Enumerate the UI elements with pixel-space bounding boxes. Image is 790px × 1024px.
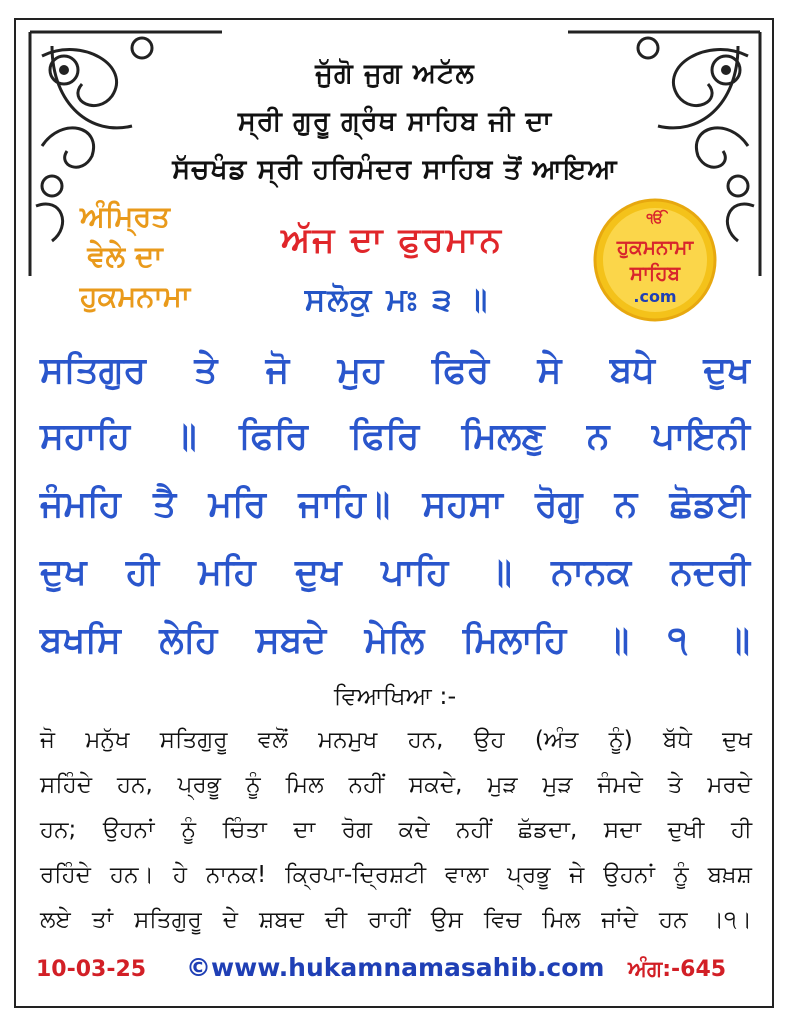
amrit-line-2: ਵੇਲੇ ਦਾ: [87, 239, 163, 273]
explanation-line: ਜੋ ਮਨੁੱਖ ਸਤਿਗੁਰੂ ਵਲੋਂ ਮਨਮੁਖ ਹਨ, ਉਹ (ਅੰਤ ਨੂੰ) ਬੱਧੇ ਦੁਖ: [40, 727, 752, 753]
vyakhya-label: ਵਿਆਖਿਆ :-: [333, 682, 457, 710]
gurbani-line: ਬਖਸਿ ਲੇਹਿ ਸਬਦੇ ਮੇਲਿ ਮਿਲਾਹਿ ॥ ੧ ॥: [40, 620, 750, 661]
explanation-line: ਰਹਿੰਦੇ ਹਨ। ਹੇ ਨਾਨਕ! ਕ੍ਰਿਪਾ-ਦ੍ਰਿਸ਼ਟੀ ਵਾਲਾ ਪ੍ਰਭੂ ਜੇ ਉਹਨਾਂ ਨੂੰ ਬਖ਼ਸ਼: [40, 862, 752, 888]
gurbani-line: ਸਹਾਹਿ ॥ ਫਿਰਿ ਫਿਰਿ ਮਿਲਣੁ ਨ ਪਾਇਨੀ: [40, 416, 750, 457]
gurbani-line: ਜੰਮਹਿ ਤੈ ਮਰਿ ਜਾਹਿ॥ ਸਹਸਾ ਰੋਗੁ ਨ ਛੋਡਈ: [40, 484, 750, 525]
logo-line-2: ਸਾਹਿਬ: [629, 261, 681, 285]
logo-ik-onkar: ੴ: [646, 211, 664, 227]
page-title: ਅੱਜ ਦਾ ਫੁਰਮਾਨ: [281, 220, 503, 260]
explanation-line: ਲਏ ਤਾਂ ਸਤਿਗੁਰੂ ਦੇ ਸ਼ਬਦ ਦੀ ਰਾਹੀਂ ਉਸ ਵਿਚ ਮਿਲ ਜਾਂਦੇ ਹਨ ।੧।: [40, 907, 752, 933]
hukamnama-sahib-logo: [590, 195, 720, 325]
logo-line-3: .com: [633, 287, 677, 306]
header-line-1: ਜੁੱਗੋ ਜੁਗ ਅਟੱਲ: [315, 58, 475, 89]
explanation-line: ਸਹਿੰਦੇ ਹਨ, ਪ੍ਰਭੂ ਨੂੰ ਮਿਲ ਨਹੀਂ ਸਕਦੇ, ਮੁੜ ਮੁੜ ਜੰਮਦੇ ਤੇ ਮਰਦੇ: [40, 772, 752, 798]
gurbani-line: ਸਤਿਗੁਰ ਤੇ ਜੋ ਮੁਹ ਫਿਰੇ ਸੇ ਬਧੇ ਦੁਖ: [40, 350, 750, 391]
logo-line-1: ਹੁਕਮਨਾਮਾ: [616, 235, 694, 259]
footer-website-link[interactable]: ©www.hukamnamasahib.com: [186, 953, 605, 982]
header-line-2: ਸ੍ਰੀ ਗੁਰੂ ਗ੍ਰੰਥ ਸਾਹਿਬ ਜੀ ਦਾ: [237, 106, 553, 137]
footer-ang-number: ਅੰਗ:-645: [628, 957, 727, 982]
footer-date: 10-03-25: [36, 957, 147, 982]
explanation-line: ਹਨ; ਉਹਨਾਂ ਨੂੰ ਚਿੰਤਾ ਦਾ ਰੋਗ ਕਦੇ ਨਹੀਂ ਛੱਡਦਾ, ਸਦਾ ਦੁਖੀ ਹੀ: [40, 817, 752, 843]
salok-heading: ਸਲੋਕੁ ਮਃ ੩ ॥: [304, 282, 490, 318]
header-line-3: ਸੱਚਖੰਡ ਸ੍ਰੀ ਹਰਿਮੰਦਰ ਸਾਹਿਬ ਤੋਂ ਆਇਆ: [172, 154, 618, 185]
amrit-line-3: ਹੁਕਮਨਾਮਾ: [79, 279, 191, 313]
amrit-line-1: ਅੰਮ੍ਰਿਤ: [80, 199, 170, 233]
gurbani-line: ਦੁਖ ਹੀ ਮਹਿ ਦੁਖ ਪਾਹਿ ॥ ਨਾਨਕ ਨਦਰੀ: [40, 552, 750, 593]
